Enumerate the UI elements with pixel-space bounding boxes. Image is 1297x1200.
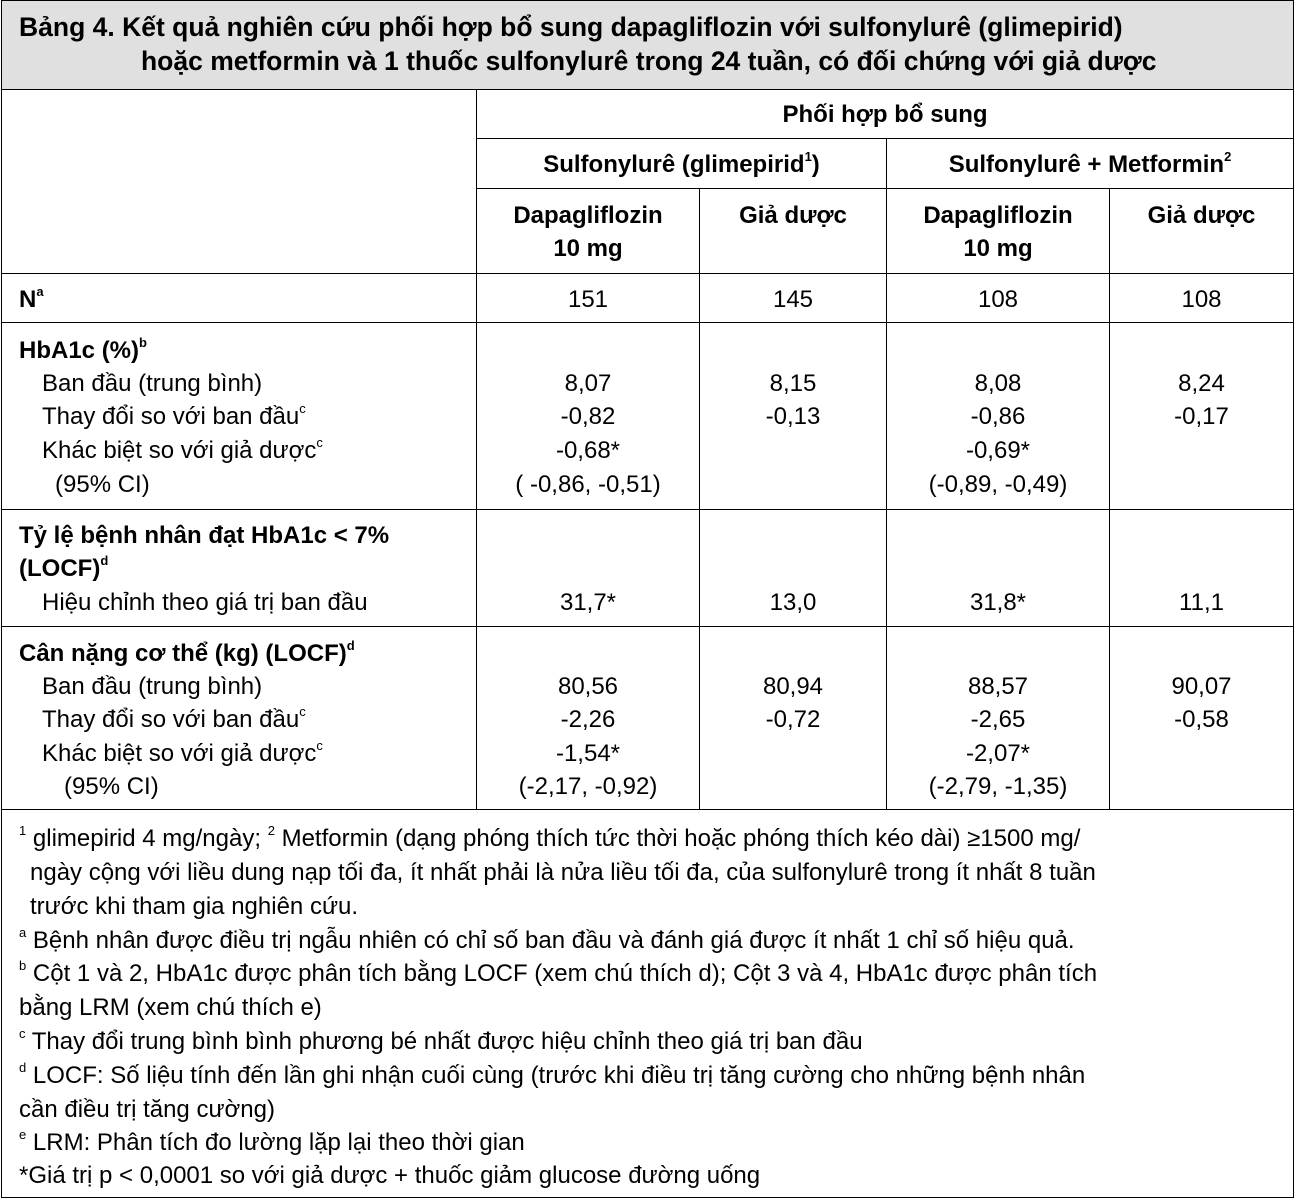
- weight-baseline-3: 88,57: [967, 673, 1029, 700]
- rule-under-weight: [2, 809, 1293, 810]
- footnote-1-line-2: ngày cộng với liều dung nạp tối đa, ít nhất phải là nửa liều tối đa, của sulfonylurê trong ít nhất 8 tuần: [30, 859, 1096, 886]
- rule-under-group: [477, 138, 1293, 139]
- footnote-1-line-3: trước khi tham gia nghiên cứu.: [30, 893, 359, 920]
- header-placebo-1: Giả dược: [739, 202, 847, 229]
- cell-n-2: 145: [772, 286, 814, 313]
- hba1c-change-4: -0,17: [1174, 403, 1229, 430]
- table-frame: [1, 0, 1294, 1198]
- weight-change-3: -2,65: [970, 706, 1026, 733]
- weight-change-1: -2,26: [560, 706, 616, 733]
- weight-baseline-label: Ban đầu (trung bình): [42, 673, 263, 700]
- footnote-star: *Giá trị p < 0,0001 so với giả dược + thuốc giảm glucose đường uống: [19, 1162, 761, 1189]
- rule-under-hba1c: [2, 509, 1293, 510]
- footnote-d-line-2: cần điều trị tăng cường): [19, 1096, 275, 1123]
- footnote-b-line-2: bằng LRM (xem chú thích e): [19, 994, 322, 1021]
- hba1c-ci-1: ( -0,86, -0,51): [515, 471, 661, 498]
- hba1c-baseline-label: Ban đầu (trung bình): [42, 370, 263, 397]
- cell-n-3: 108: [977, 286, 1019, 313]
- header-sulfonylure: Sulfonylurê (glimepirid$^1$): [543, 149, 820, 178]
- ratio-adjusted-4: 11,1: [1179, 589, 1224, 616]
- rule-under-ratio: [2, 626, 1293, 627]
- weight-change-label: Thay đổi so với ban đầu$^c$: [42, 704, 306, 733]
- hba1c-diff-1: -0,68*: [555, 437, 621, 464]
- hba1c-ci-3: (-0,89, -0,49): [928, 471, 1068, 498]
- header-placebo-2: Giả dược: [1147, 202, 1256, 229]
- footnote-e: $^e$ LRM: Phân tích đo lường lặp lại theo thời gian: [19, 1127, 525, 1156]
- footnote-b-line-1: $^b$ Cột 1 và 2, HbA1c được phân tích bằng LOCF (xem chú thích d); Cột 3 và 4, HbA1c được phân tích: [19, 958, 1098, 987]
- weight-change-4: -0,58: [1174, 706, 1229, 733]
- weight-ci-1: (-2,17, -0,92): [518, 773, 658, 800]
- hba1c-change-3: -0,86: [970, 403, 1026, 430]
- ratio-adjusted-label: Hiệu chỉnh theo giá trị ban đầu: [42, 589, 368, 616]
- hba1c-diff-3: -0,69*: [965, 437, 1031, 464]
- weight-baseline-2: 80,94: [762, 673, 824, 700]
- header-sulfonylure-metformin: Sulfonylurê + Metformin$^2$: [948, 149, 1232, 178]
- header-dapa-1: Dapagliflozin 10 mg: [513, 202, 663, 262]
- ratio-adjusted-2: 13,0: [769, 589, 817, 616]
- footnote-1-line-1: $^1$ glimepirid 4 mg/ngày; $^2$ Metformin (dạng phóng thích tức thời hoặc phóng thích kéo dài) ≥1500 mg/: [19, 823, 1081, 852]
- hba1c-change-1: -0,82: [560, 403, 616, 430]
- section-hba1c-label: HbA1c (%)$^b$: [19, 335, 147, 364]
- ratio-adjusted-3: 31,8*: [969, 589, 1027, 616]
- hba1c-baseline-4: 8,24: [1178, 370, 1225, 397]
- rule-under-n: [2, 322, 1293, 323]
- weight-baseline-4: 90,07: [1171, 673, 1232, 700]
- weight-change-2: -0,72: [765, 706, 821, 733]
- ratio-adjusted-1: 31,7*: [559, 589, 617, 616]
- hba1c-ci-label: (95% CI): [55, 471, 150, 498]
- footnote-c: $^c$ Thay đổi trung bình bình phương bé nhất được hiệu chỉnh theo giá trị ban đầu: [19, 1026, 863, 1055]
- section-weight-label: Cân nặng cơ thể (kg) (LOCF)$^d$: [19, 638, 355, 667]
- weight-diff-1: -1,54*: [555, 740, 621, 767]
- weight-ci-label: (95% CI): [64, 773, 159, 800]
- weight-diff-label: Khác biệt so với giả dược$^c$: [42, 738, 323, 767]
- hba1c-change-2: -0,13: [765, 403, 821, 430]
- header-group: Phối hợp bổ sung: [782, 101, 988, 128]
- header-dapa-2: Dapagliflozin 10 mg: [923, 202, 1073, 262]
- weight-ci-3: (-2,79, -1,35): [928, 773, 1068, 800]
- cell-n-4: 108: [1181, 286, 1222, 313]
- weight-baseline-1: 80,56: [557, 673, 619, 700]
- footnote-d-line-1: $^d$ LOCF: Số liệu tính đến lần ghi nhận cuối cùng (trước khi điều trị tăng cường cho những bệnh nhân: [19, 1060, 1086, 1089]
- hba1c-diff-label: Khác biệt so với giả dược$^c$: [42, 435, 323, 464]
- footnote-a: $^a$ Bệnh nhân được điều trị ngẫu nhiên có chỉ số ban đầu và đánh giá được ít nhất 1 chỉ số hiệu quả.: [19, 925, 1075, 954]
- hba1c-baseline-2: 8,15: [769, 370, 817, 397]
- section-ratio-label-1: Tỷ lệ bệnh nhân đạt HbA1c < 7%: [19, 522, 390, 549]
- title-line-1: Bảng 4. Kết quả nghiên cứu phối hợp bổ sung dapagliflozin với sulfonylurê (glimepirid): [19, 12, 1123, 42]
- row-n-label: $N^a$: [19, 284, 44, 313]
- hba1c-baseline-1: 8,07: [564, 370, 612, 397]
- hba1c-change-label: Thay đổi so với ban đầu$^c$: [42, 401, 306, 430]
- hba1c-baseline-3: 8,08: [974, 370, 1022, 397]
- table-title: [2, 1, 1293, 90]
- section-ratio-label-2: (LOCF)$^d$: [19, 553, 109, 582]
- weight-diff-3: -2,07*: [965, 740, 1031, 767]
- rule-under-subgroup: [477, 188, 1293, 189]
- rule-under-header: [2, 273, 1293, 274]
- cell-n-1: 151: [567, 286, 609, 313]
- title-line-2: hoặc metformin và 1 thuốc sulfonylurê trong 24 tuần, có đối chứng với giả dược: [141, 46, 1157, 76]
